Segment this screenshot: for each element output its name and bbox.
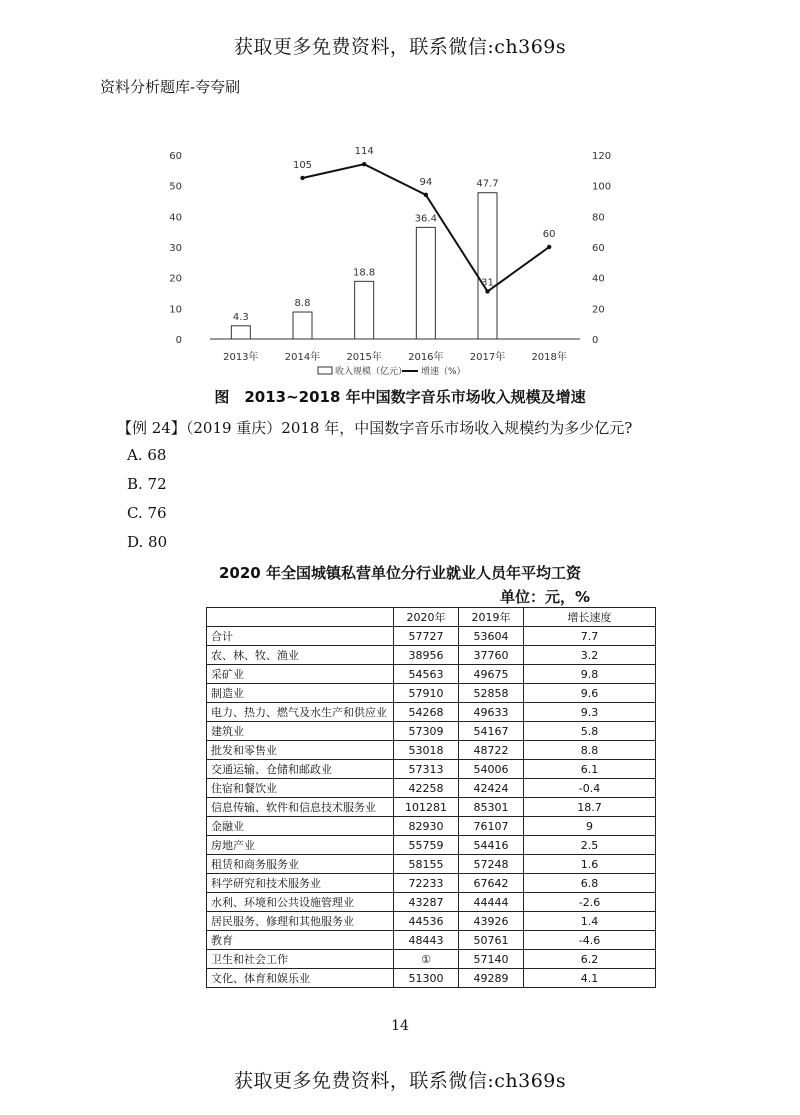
growth-cell: 9	[524, 817, 656, 836]
y-left-tick-label: 60	[169, 151, 182, 162]
line-data-label: 60	[542, 229, 556, 240]
header-cell-2020: 2020年	[394, 608, 459, 627]
industry-cell: 文化、体育和娱乐业	[207, 969, 394, 988]
growth-point	[424, 193, 428, 197]
table-row	[207, 855, 656, 874]
growth-cell: 8.8	[524, 741, 656, 760]
industry-cell: 科学研究和技术服务业	[207, 874, 394, 893]
option-b: B. 72	[127, 475, 167, 493]
growth-cell: -0.4	[524, 779, 656, 798]
wage-2019-cell: 54416	[459, 836, 524, 855]
industry-cell: 交通运输、仓储和邮政业	[207, 760, 394, 779]
industry-cell: 房地产业	[207, 836, 394, 855]
wage-2020-cell: 82930	[394, 817, 459, 836]
table-row	[207, 817, 656, 836]
table-row	[207, 760, 656, 779]
bar-revenue	[293, 312, 312, 339]
industry-cell: 住宿和餐饮业	[207, 779, 394, 798]
line-data-label: 114	[354, 146, 374, 158]
wage-2019-cell: 50761	[459, 931, 524, 950]
table-row	[207, 722, 656, 741]
wage-2019-cell: 48722	[459, 741, 524, 760]
wage-2020-cell: 57727	[394, 627, 459, 646]
table-row	[207, 912, 656, 931]
bar-data-label: 4.3	[232, 311, 249, 323]
growth-point	[547, 245, 551, 249]
growth-cell: 1.6	[524, 855, 656, 874]
wage-2019-cell: 49675	[459, 665, 524, 684]
y-right-tick-label: 100	[592, 181, 612, 193]
table-row	[207, 684, 656, 703]
wage-2019-cell: 49289	[459, 969, 524, 988]
bar-data-label: 36.4	[414, 213, 437, 225]
y-left-tick-label: 10	[169, 304, 182, 316]
table-row	[207, 627, 656, 646]
wage-2019-cell: 54006	[459, 760, 524, 779]
header-cell-growth: 增长速度	[524, 608, 656, 627]
wage-2019-cell: 54167	[459, 722, 524, 741]
bar-revenue	[416, 227, 435, 339]
legend-bar-label: 收入规模（亿元）	[335, 367, 408, 377]
growth-cell: 6.8	[524, 874, 656, 893]
industry-cell: 卫生和社会工作	[207, 950, 394, 969]
option-c: C. 76	[127, 504, 167, 522]
y-left-tick-label: 20	[169, 273, 182, 285]
x-tick-label: 2016年	[408, 352, 444, 363]
table-row	[207, 931, 656, 950]
y-right-tick-label: 20	[592, 304, 605, 316]
growth-cell: -4.6	[524, 931, 656, 950]
wage-2020-cell: 57313	[394, 760, 459, 779]
legend-line-label: 增速（%）	[421, 367, 466, 377]
wage-2019-cell: 67642	[459, 874, 524, 893]
industry-cell: 批发和零售业	[207, 741, 394, 760]
x-tick-label: 2015年	[346, 352, 382, 363]
wage-2020-cell: 54563	[394, 665, 459, 684]
y-right-tick-label: 60	[592, 243, 605, 254]
growth-cell: 7.7	[524, 627, 656, 646]
x-tick-label: 2017年	[469, 352, 506, 363]
page-number: 14	[391, 1018, 409, 1034]
option-d: D. 80	[127, 533, 168, 551]
wage-2020-cell: 55759	[394, 836, 459, 855]
bar-data-label: 47.7	[476, 178, 499, 190]
industry-cell: 采矿业	[207, 665, 394, 684]
x-tick-label: 2014年	[284, 352, 321, 363]
table-row	[207, 703, 656, 722]
wage-table	[206, 607, 656, 988]
table-row	[207, 874, 656, 893]
industry-cell: 合计	[207, 627, 394, 646]
wage-2020-cell: ①	[394, 950, 459, 969]
header-cell-industry	[207, 608, 394, 627]
revenue-growth-chart	[150, 140, 630, 382]
wage-2019-cell: 57248	[459, 855, 524, 874]
wage-2020-cell: 58155	[394, 855, 459, 874]
wage-2019-cell: 44444	[459, 893, 524, 912]
table-title: 2020 年全国城镇私营单位分行业就业人员年平均工资	[219, 564, 581, 582]
wage-2019-cell: 37760	[459, 646, 524, 665]
line-data-label: 105	[292, 160, 313, 171]
line-data-label: 31	[481, 277, 494, 289]
growth-cell: 2.5	[524, 836, 656, 855]
bar-revenue	[231, 326, 250, 339]
table-row	[207, 836, 656, 855]
industry-cell: 制造业	[207, 684, 394, 703]
wage-2020-cell: 57309	[394, 722, 459, 741]
industry-cell: 租赁和商务服务业	[207, 855, 394, 874]
y-left-tick-label: 0	[175, 335, 182, 346]
chart-caption: 图 2013~2018 年中国数字音乐市场收入规模及增速	[214, 388, 586, 406]
wage-2019-cell: 53604	[459, 627, 524, 646]
wage-2020-cell: 101281	[394, 798, 459, 817]
y-right-tick-label: 0	[592, 335, 599, 346]
table-row	[207, 779, 656, 798]
wage-2019-cell: 57140	[459, 950, 524, 969]
bar-data-label: 8.8	[294, 298, 311, 310]
table-header-row	[207, 608, 656, 627]
industry-cell: 教育	[207, 931, 394, 950]
table-row	[207, 950, 656, 969]
wage-2020-cell: 43287	[394, 893, 459, 912]
growth-cell: 9.6	[524, 684, 656, 703]
wage-2019-cell: 85301	[459, 798, 524, 817]
table-row	[207, 646, 656, 665]
industry-cell: 建筑业	[207, 722, 394, 741]
wage-2020-cell: 72233	[394, 874, 459, 893]
wage-2020-cell: 44536	[394, 912, 459, 931]
wage-2019-cell: 49633	[459, 703, 524, 722]
bar-revenue	[478, 193, 497, 339]
y-left-tick-label: 30	[169, 243, 182, 254]
question-stem: 【例 24】（2019 重庆）2018 年，中国数字音乐市场收入规模约为多少亿元?	[117, 419, 633, 437]
growth-cell: 6.2	[524, 950, 656, 969]
x-tick-label: 2018年	[531, 352, 567, 363]
growth-point	[300, 176, 304, 180]
table-row	[207, 798, 656, 817]
growth-point	[485, 289, 489, 293]
growth-cell: 9.3	[524, 703, 656, 722]
y-left-tick-label: 40	[169, 212, 182, 224]
wage-2020-cell: 53018	[394, 741, 459, 760]
y-right-tick-label: 120	[592, 151, 612, 162]
table-row	[207, 893, 656, 912]
wage-2019-cell: 52858	[459, 684, 524, 703]
wage-2020-cell: 54268	[394, 703, 459, 722]
growth-cell: -2.6	[524, 893, 656, 912]
industry-cell: 居民服务、修理和其他服务业	[207, 912, 394, 931]
wage-2019-cell: 43926	[459, 912, 524, 931]
growth-cell: 4.1	[524, 969, 656, 988]
option-a: A. 68	[127, 446, 167, 464]
growth-cell: 9.8	[524, 665, 656, 684]
table-row	[207, 665, 656, 684]
y-right-tick-label: 80	[592, 212, 605, 224]
industry-cell: 水利、环境和公共设施管理业	[207, 893, 394, 912]
wage-2019-cell: 76107	[459, 817, 524, 836]
bar-data-label: 18.8	[353, 267, 376, 279]
wage-2020-cell: 48443	[394, 931, 459, 950]
table-row	[207, 741, 656, 760]
wage-2020-cell: 57910	[394, 684, 459, 703]
wage-2019-cell: 42424	[459, 779, 524, 798]
growth-cell: 6.1	[524, 760, 656, 779]
growth-cell: 18.7	[524, 798, 656, 817]
header-cell-2019: 2019年	[459, 608, 524, 627]
page-subtitle: 资料分析题库-夸夸刷	[100, 78, 241, 96]
x-tick-label: 2013年	[223, 352, 259, 363]
wage-2020-cell: 38956	[394, 646, 459, 665]
y-left-tick-label: 50	[169, 181, 182, 193]
header-banner: 获取更多免费资料，联系微信:ch369s	[233, 36, 567, 58]
bar-revenue	[355, 281, 374, 339]
industry-cell: 金融业	[207, 817, 394, 836]
y-right-tick-label: 40	[592, 273, 605, 285]
wage-2020-cell: 42258	[394, 779, 459, 798]
growth-cell: 3.2	[524, 646, 656, 665]
industry-cell: 农、林、牧、渔业	[207, 646, 394, 665]
legend-bar-swatch	[318, 367, 332, 374]
table-unit: 单位：元，%	[500, 588, 591, 606]
industry-cell: 电力、热力、燃气及水生产和供应业	[207, 703, 394, 722]
footer-banner: 获取更多免费资料，联系微信:ch369s	[233, 1070, 567, 1092]
growth-point	[362, 162, 366, 166]
growth-cell: 1.4	[524, 912, 656, 931]
table-row	[207, 969, 656, 988]
wage-2020-cell: 51300	[394, 969, 459, 988]
industry-cell: 信息传输、软件和信息技术服务业	[207, 798, 394, 817]
line-data-label: 94	[419, 176, 433, 188]
growth-cell: 5.8	[524, 722, 656, 741]
